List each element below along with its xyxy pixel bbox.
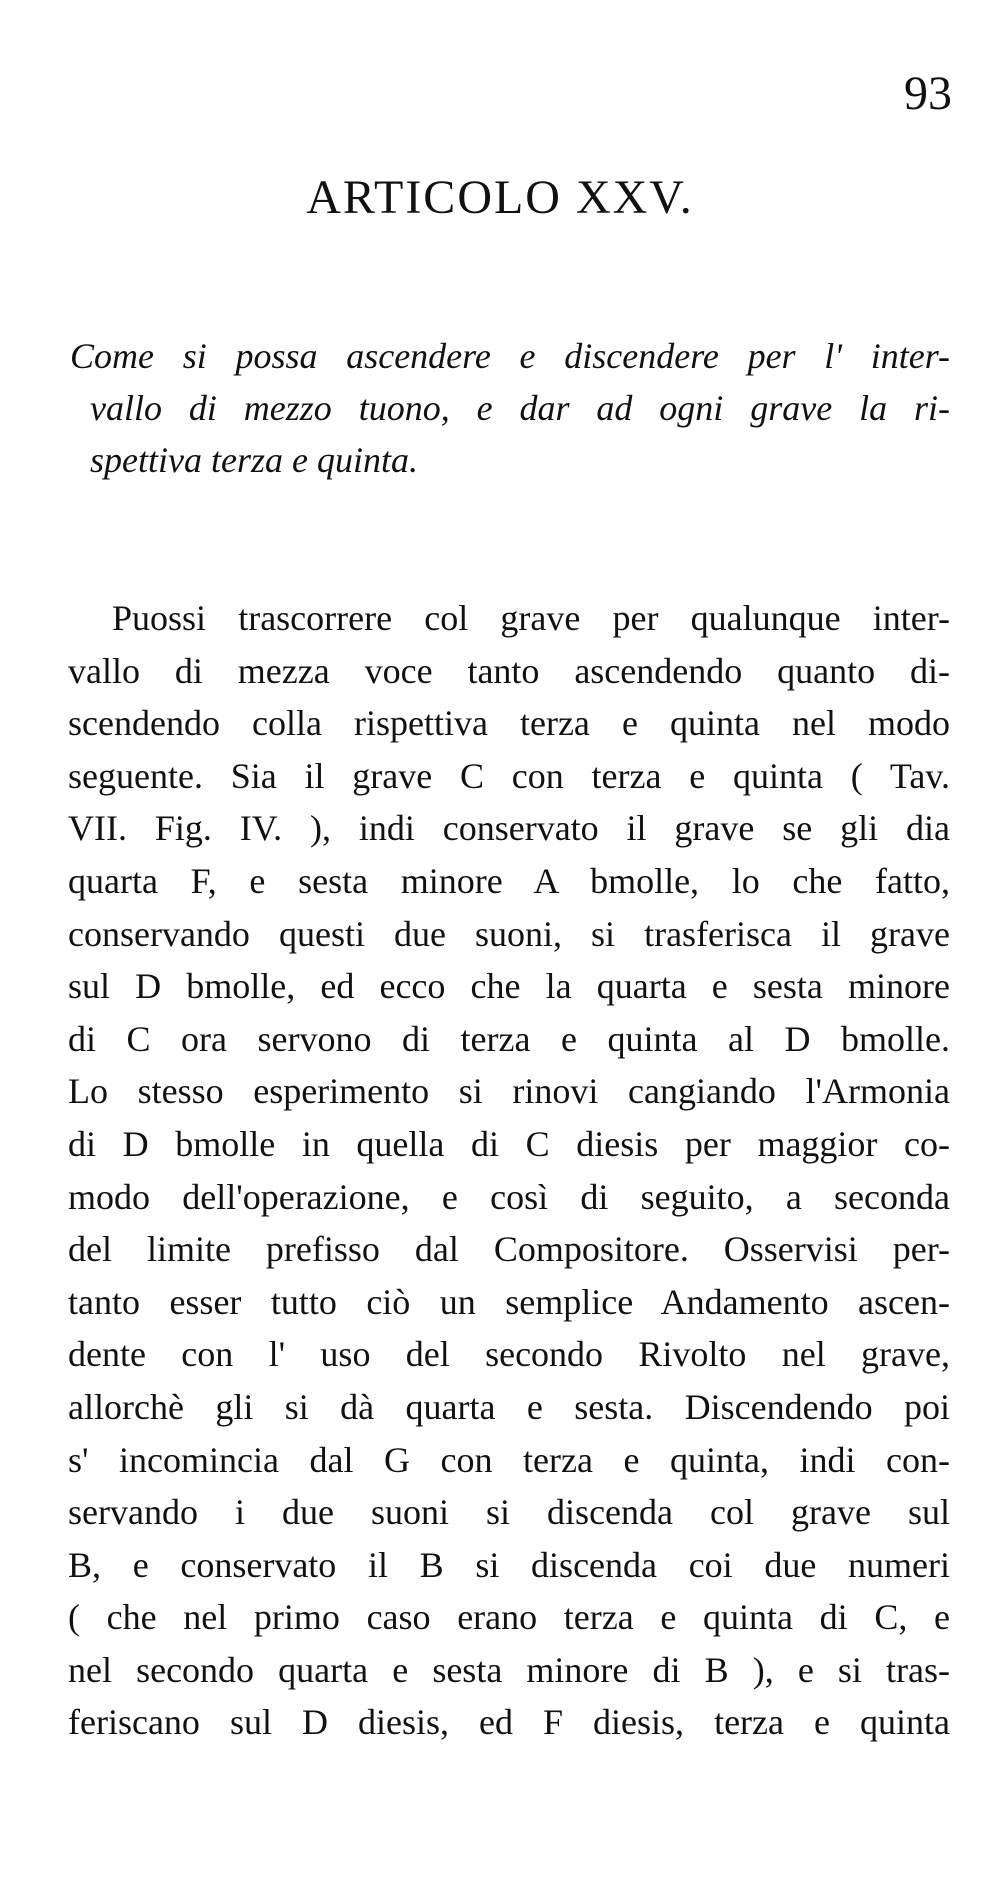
body-line: Lo stesso esperimento si rinovi cangiando l'Armonia [68,1071,950,1112]
body-line: s' incomincia dal G con terza e quinta, indi con- [68,1439,950,1480]
summary-line: Come si possa ascendere e discendere per l' inter- [70,336,950,376]
body-line: di C ora servono di terza e quinta al D bmolle. [68,1018,950,1059]
article-title: ARTICOLO XXV. [306,171,694,224]
body-line: di D bmolle in quella di C diesis per maggior co- [68,1123,950,1164]
article-summary [70,330,950,486]
body-line: Puossi trascorrere col grave per qualunque inter- [112,598,950,638]
body-line: servando i due suoni si discenda col grave sul [68,1492,950,1533]
body-line: ( che nel primo caso erano terza e quinta di C, e [68,1597,950,1638]
body-line: feriscano sul D diesis, ed F diesis, terza e quinta [68,1702,950,1743]
body-line: scendendo colla rispettiva terza e quinta nel modo [68,703,950,744]
body-line: allorchè gli si dà quarta e sesta. Discendendo poi [68,1386,950,1427]
body-line: conservando questi due suoni, si trasferisca il grave [68,913,950,954]
article-body [68,592,950,1749]
body-line: modo dell'operazione, e così di seguito, a seconda [68,1176,950,1217]
body-line: quarta F, e sesta minore A bmolle, lo che fatto, [68,860,950,901]
body-line: VII. Fig. IV. ), indi conservato il grave se gli dia [68,808,950,849]
summary-line: spettiva terza e quinta. [90,440,418,480]
body-line: dente con l' uso del secondo Rivolto nel grave, [68,1334,950,1375]
body-line: nel secondo quarta e sesta minore di B ), e si tras- [68,1649,950,1690]
page-number: 93 [904,67,952,120]
body-line: tanto esser tutto ciò un semplice Andamento ascen- [68,1281,950,1322]
body-line: seguente. Sia il grave C con terza e quinta ( Tav. [68,755,950,796]
summary-line: vallo di mezzo tuono, e dar ad ogni grave la ri- [90,388,950,428]
body-line: vallo di mezza voce tanto ascendendo quanto di- [68,650,950,691]
body-line: sul D bmolle, ed ecco che la quarta e sesta minore [68,966,950,1007]
body-line: del limite prefisso dal Compositore. Osservisi per- [68,1229,950,1270]
body-line: B, e conservato il B si discenda coi due numeri [68,1544,950,1585]
